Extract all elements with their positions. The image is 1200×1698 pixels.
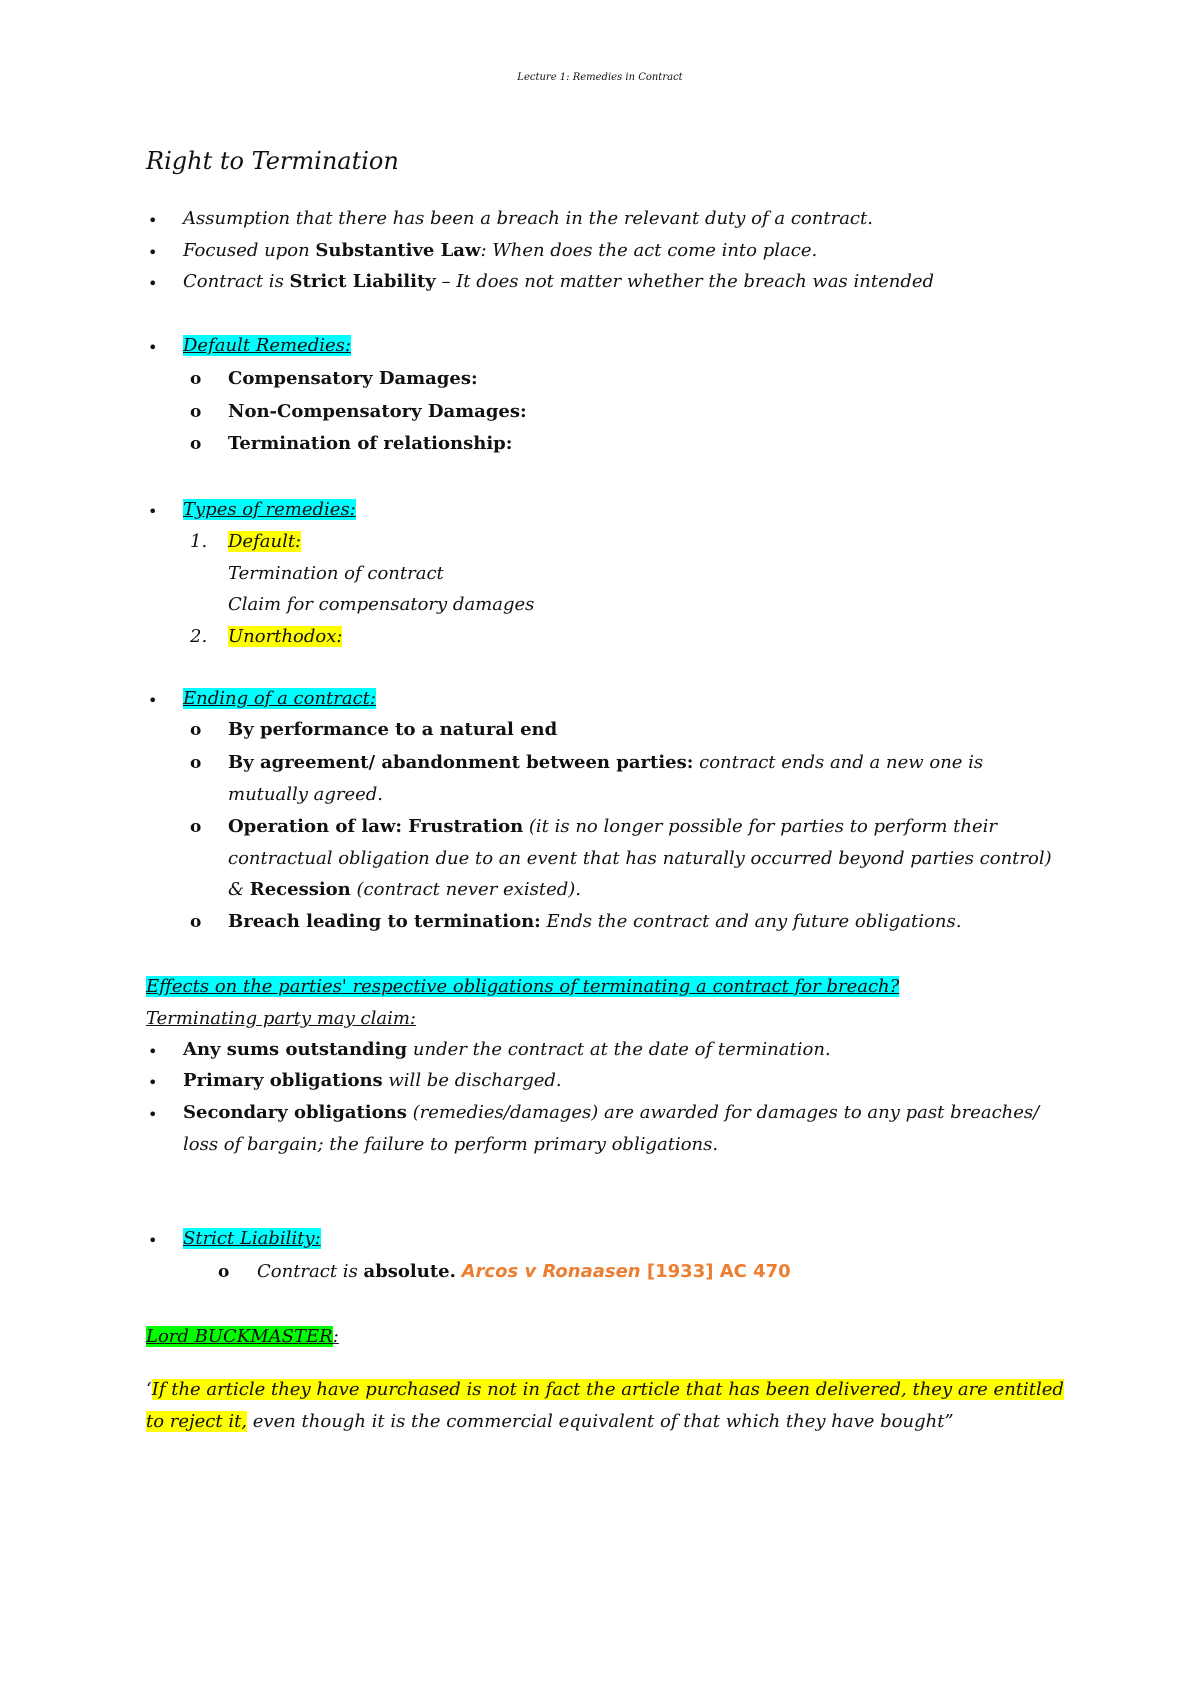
- buckmaster-quote-line-1: [146, 1378, 1064, 1402]
- types-of-remedies-heading: [183, 498, 356, 522]
- intro-text: – It does not matter whether the breach was intended: [435, 271, 935, 292]
- default-type-label: Default:: [228, 531, 302, 552]
- list-number: 2.: [190, 626, 208, 647]
- quote-text: even though it is the commercial equivalent of that which they have bought”: [247, 1411, 954, 1432]
- quote-highlight: If the article they have purchased is not in fact the article that has been delivered, they are entitled: [151, 1379, 1064, 1400]
- unorthodox-type: [228, 625, 342, 649]
- ending-item-text: (contract never existed).: [350, 879, 581, 900]
- default-type-line: Termination of contract: [228, 563, 444, 584]
- bullet-marker: •: [148, 211, 158, 230]
- ending-item-2: [228, 751, 983, 775]
- ending-item-bold: Breach leading to termination:: [228, 911, 541, 932]
- quote-highlight: to reject it,: [146, 1411, 248, 1432]
- effects-bold: Secondary obligations: [183, 1102, 407, 1123]
- effects-heading-label: Effects on the parties' respective obligations of terminating a contract for breach?: [146, 976, 900, 997]
- ending-item-3: [228, 815, 997, 839]
- default-type: [228, 530, 301, 554]
- buckmaster-colon: :: [332, 1326, 339, 1347]
- bullet-marker: •: [148, 243, 158, 262]
- ending-item-text: &: [228, 879, 250, 900]
- default-type-line: Claim for compensatory damages: [228, 594, 535, 615]
- effects-text: will be discharged.: [382, 1070, 562, 1091]
- circle-marker: o: [190, 912, 202, 932]
- default-remedy-item: Termination of relationship:: [228, 433, 513, 454]
- bullet-marker: •: [148, 691, 158, 710]
- effects-text: under the contract at the date of termination.: [407, 1039, 831, 1060]
- bullet-marker: •: [148, 1231, 158, 1250]
- effects-subheading: Terminating party may claim:: [146, 1008, 416, 1029]
- intro-bullet-2: [183, 239, 817, 263]
- case-citation: [1933] AC 470: [640, 1261, 791, 1282]
- intro-text: Contract is: [183, 271, 290, 292]
- buckmaster-name: Lord BUCKMASTER: [146, 1326, 333, 1347]
- strict-liability-heading: [183, 1227, 321, 1251]
- strict-liability-label: Strict Liability:: [183, 1228, 321, 1249]
- circle-marker: o: [190, 402, 202, 422]
- bullet-marker: •: [148, 338, 158, 357]
- effects-bullet-3: [183, 1101, 1039, 1125]
- effects-bold: Primary obligations: [183, 1070, 383, 1091]
- buckmaster-heading: [146, 1325, 339, 1349]
- bullet-marker: •: [148, 274, 158, 293]
- header-title: Lecture 1: Remedies in Contract: [517, 72, 683, 83]
- ending-item-text: Ends the contract and any future obligations.: [540, 911, 962, 932]
- intro-text: Assumption that there has been a breach in the relevant duty of a contract.: [183, 208, 873, 229]
- ending-item-4: [228, 910, 961, 934]
- quote-mark: ‘: [146, 1379, 152, 1400]
- ending-item-text: (it is no longer possible for parties to perform their: [523, 816, 998, 837]
- ending-item-2-cont: mutually agreed.: [228, 784, 384, 805]
- ending-item-1: By performance to a natural end: [228, 719, 558, 740]
- circle-marker: o: [218, 1262, 230, 1282]
- effects-heading: [146, 975, 899, 999]
- case-name: Arcos v Ronaasen: [461, 1261, 641, 1282]
- default-remedies-heading: [183, 334, 351, 358]
- ending-heading: [183, 687, 376, 711]
- circle-marker: o: [190, 369, 202, 389]
- intro-bullet-3: [183, 270, 934, 294]
- ending-item-3-cont: [228, 878, 581, 902]
- strict-liability-text: Contract is: [257, 1261, 364, 1282]
- effects-text: (remedies/damages) are awarded for damages to any past breaches/: [406, 1102, 1040, 1123]
- ending-item-bold: Operation of law: Frustration: [228, 816, 524, 837]
- ending-item-3-cont: contractual obligation due to an event that has naturally occurred beyond parties control): [228, 848, 1052, 869]
- bullet-marker: •: [148, 1042, 158, 1061]
- default-remedy-item: Compensatory Damages:: [228, 368, 478, 389]
- ending-item-bold: By agreement/ abandonment between parties:: [228, 752, 694, 773]
- default-remedy-item: Non-Compensatory Damages:: [228, 401, 527, 422]
- unorthodox-type-label: Unorthodox:: [228, 626, 343, 647]
- intro-bullet-1: [183, 207, 873, 231]
- circle-marker: o: [190, 720, 202, 740]
- page-header: [0, 66, 1200, 90]
- types-of-remedies-label: Types of remedies:: [183, 499, 356, 520]
- section-title: Right to Termination: [146, 147, 399, 175]
- circle-marker: o: [190, 434, 202, 454]
- bullet-marker: •: [148, 502, 158, 521]
- circle-marker: o: [190, 753, 202, 773]
- effects-bold: Any sums outstanding: [183, 1039, 408, 1060]
- effects-bullet-2: [183, 1069, 562, 1093]
- default-remedies-label: Default Remedies:: [183, 335, 351, 356]
- strict-liability-bold: absolute.: [363, 1261, 456, 1282]
- intro-text: Focused upon: [183, 240, 316, 261]
- intro-text: : When does the act come into place.: [480, 240, 818, 261]
- ending-item-text: contract ends and a new one is: [693, 752, 984, 773]
- bullet-marker: •: [148, 1105, 158, 1124]
- ending-item-bold: Recession: [249, 879, 351, 900]
- effects-bullet-3-cont: loss of bargain; the failure to perform primary obligations.: [183, 1134, 719, 1155]
- intro-bold: Strict Liability: [289, 271, 436, 292]
- effects-bullet-1: [183, 1038, 831, 1062]
- circle-marker: o: [190, 817, 202, 837]
- list-number: 1.: [190, 531, 208, 552]
- bullet-marker: •: [148, 1073, 158, 1092]
- buckmaster-quote-line-2: [146, 1410, 954, 1434]
- intro-bold: Substantive Law: [315, 240, 481, 261]
- strict-liability-item: [257, 1260, 791, 1284]
- ending-label: Ending of a contract:: [183, 688, 376, 709]
